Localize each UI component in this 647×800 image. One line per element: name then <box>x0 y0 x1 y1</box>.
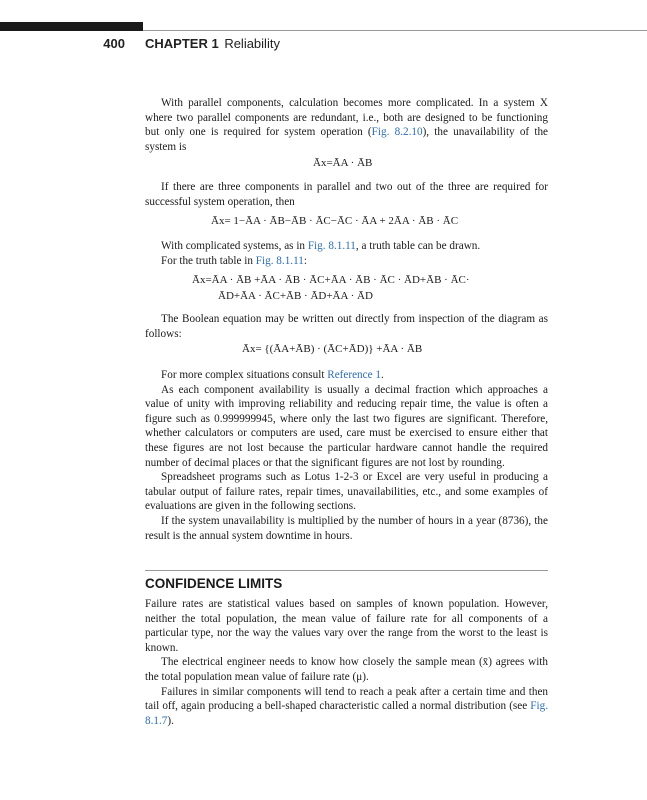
equation-two-of-three: Āx= 1−ĀA · ĀB−ĀB · ĀC−ĀC · ĀA + 2ĀA · ĀB · ĀC <box>211 215 459 227</box>
paragraph-parallel-components <box>145 96 548 154</box>
paragraph-availability: As each component availability is usually a decimal fraction which approaches a value of unity with improving reliability and reducing repair time, the value is often a figure such as 0.999999945, where only the last two figures are significant. Therefore, whether calculators or computers are used, care must be exercised to ensure either that these figures are not lost because the particular hardware cannot handle the required number of decimal places or that the significant figures are not lost by rounding. <box>145 383 548 469</box>
section-confidence-limits <box>145 597 548 728</box>
paragraph-sample-mean: The electrical engineer needs to know how closely the sample mean (x̄) agrees with the total population mean value of failure rate (μ). <box>145 656 548 683</box>
paragraph-boolean <box>145 312 548 341</box>
reference-link[interactable]: Reference 1 <box>327 369 381 381</box>
paragraph-three-components <box>145 180 548 209</box>
paragraph-group <box>145 368 548 543</box>
text: ). <box>167 714 174 727</box>
text: Failures in similar components will tend to reach a peak after a certain time and then tail off, again producing a bell-shaped characteristic called a normal distribution (see <box>145 685 548 713</box>
text: . <box>380 369 384 381</box>
chapter-heading <box>145 36 280 51</box>
paragraph-downtime: If the system unavailability is multiplied by the number of hours in a year (8736), the result is the annual system downtime in hours. <box>145 514 548 542</box>
section-rule <box>145 570 548 571</box>
paragraph-truth-table <box>145 239 548 268</box>
figure-link[interactable]: Fig. 8.1.7 <box>145 700 548 727</box>
text: If there are three components in parallel and two out of the three are required for successful system operation, then <box>145 181 548 208</box>
text: For more complex situations consult <box>161 369 328 381</box>
chapter-title: Reliability <box>224 36 280 51</box>
page-number: 400 <box>103 36 125 51</box>
equation-truth-table-line1: Āx=ĀA · ĀB +ĀA · ĀB · ĀC+ĀA · ĀB · ĀC · ĀD+ĀB · ĀC· <box>192 274 470 286</box>
text: The Boolean equation may be written out directly from inspection of the diagram as follows: <box>145 313 548 340</box>
equation-truth-table-line2: ĀD+ĀA · ĀC+ĀB · ĀD+ĀA · ĀD <box>218 290 373 302</box>
header-rule <box>143 30 647 31</box>
text: For the truth table in <box>161 254 256 267</box>
equation-boolean: Āx= {(ĀA+ĀB) · (ĀC+ĀD)} +ĀA · ĀB <box>242 343 423 355</box>
header-bar <box>0 22 143 31</box>
text: : <box>303 254 307 267</box>
figure-link[interactable]: Fig. 8.1.11 <box>255 254 304 267</box>
text: With complicated systems, as in <box>161 240 308 252</box>
text: With parallel components, calculation becomes more complicated. In a system X where two parallel components are redundant, i.e., both are designed to be functioning but only one is required for system operation ( <box>145 97 548 139</box>
paragraph-failure-rates: Failure rates are statistical values based on samples of known population. However, neither the total population, the mean value of failure rate for all components of a particular type, nor the way the values vary over the range from the worst to the least is known. <box>145 598 548 654</box>
figure-link[interactable]: Fig. 8.1.11 <box>307 240 356 252</box>
chapter-label: CHAPTER 1 <box>145 36 219 51</box>
paragraph-spreadsheet: Spreadsheet programs such as Lotus 1-2-3 or Excel are very useful in producing a tabular output of failure rates, repair times, unavailabilities, etc., and some examples of evaluations are given in the following sections. <box>145 471 548 513</box>
equation-two-parallel: Āx=ĀA · ĀB <box>313 157 373 169</box>
figure-link[interactable]: Fig. 8.2.10 <box>371 126 423 139</box>
running-head <box>0 36 647 54</box>
section-heading: CONFIDENCE LIMITS <box>145 576 283 591</box>
text: , a truth table can be drawn. <box>355 240 481 252</box>
text: ), the unavailability of the system is <box>145 126 548 153</box>
